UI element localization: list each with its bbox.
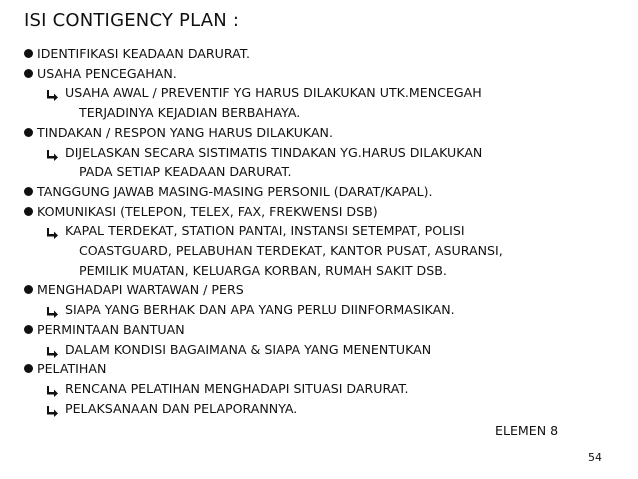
list-item-text: PERMINTAAN BANTUAN	[37, 321, 185, 337]
list-item	[22, 202, 622, 281]
sub-item-text-continued: PEMILIK MUATAN, KELUARGA KORBAN, RUMAH SAKIT DSB.	[79, 262, 447, 278]
down-right-arrow-icon	[47, 403, 59, 415]
list-item	[22, 123, 622, 182]
down-right-arrow-icon	[47, 344, 59, 356]
page-number: 54	[588, 451, 602, 464]
sub-item	[22, 340, 622, 360]
bullet-icon	[24, 325, 33, 334]
down-right-arrow-icon	[47, 304, 59, 316]
list-item	[22, 359, 622, 418]
down-right-arrow-icon	[47, 383, 59, 395]
sub-item-text: SIAPA YANG BERHAK DAN APA YANG PERLU DIINFORMASIKAN.	[65, 302, 455, 318]
sub-item-text: KAPAL TERDEKAT, STATION PANTAI, INSTANSI SETEMPAT, POLISI	[65, 223, 465, 239]
sub-item	[22, 143, 622, 182]
list-item-text: IDENTIFIKASI KEADAAN DARURAT.	[37, 46, 250, 61]
sub-item-text: USAHA AWAL / PREVENTIF YG HARUS DILAKUKAN UTK.MENCEGAH	[65, 85, 482, 101]
sub-item	[22, 300, 622, 320]
list-item-text: TINDAKAN / RESPON YANG HARUS DILAKUKAN.	[37, 124, 333, 140]
down-right-arrow-icon	[47, 225, 59, 237]
sub-item	[22, 83, 622, 122]
sub-item-text: DALAM KONDISI BAGAIMANA & SIAPA YANG MENENTUKAN	[65, 341, 432, 357]
list-item	[22, 64, 622, 123]
element-label: ELEMEN 8	[495, 423, 559, 438]
list-item-text: USAHA PENCEGAHAN.	[37, 65, 177, 81]
sub-item-text: RENCANA PELATIHAN MENGHADAPI SITUASI DARURAT.	[65, 380, 409, 396]
bullet-icon	[24, 187, 33, 196]
list-item	[22, 182, 622, 202]
list-item-text: TANGGUNG JAWAB MASING-MASING PERSONIL (DARAT/KAPAL).	[37, 183, 433, 199]
content-list	[22, 44, 622, 418]
list-item	[22, 280, 622, 319]
down-right-arrow-icon	[47, 87, 59, 99]
sub-item-text-continued: COASTGUARD, PELABUHAN TERDEKAT, KANTOR PUSAT, ASURANSI,	[79, 243, 503, 259]
list-item	[22, 320, 622, 359]
bullet-icon	[24, 207, 33, 216]
down-right-arrow-icon	[47, 147, 59, 159]
sub-item	[22, 221, 622, 280]
sub-item-text-continued: PADA SETIAP KEADAAN DARURAT.	[79, 164, 292, 180]
sub-item-text: PELAKSANAAN DAN PELAPORANNYA.	[65, 400, 298, 416]
bullet-icon	[24, 49, 33, 58]
list-item-text: MENGHADAPI WARTAWAN / PERS	[37, 282, 244, 298]
sub-item-text-continued: TERJADINYA KEJADIAN BERBAHAYA.	[79, 105, 301, 121]
list-item-text: KOMUNIKASI (TELEPON, TELEX, FAX, FREKWENSI DSB)	[37, 203, 378, 219]
bullet-icon	[24, 128, 33, 137]
sub-item	[22, 379, 622, 399]
bullet-icon	[24, 69, 33, 78]
slide-title: ISI CONTIGENCY PLAN :	[24, 10, 240, 31]
list-item	[22, 44, 622, 64]
sub-item	[22, 399, 622, 419]
sub-item-text: DIJELASKAN SECARA SISTIMATIS TINDAKAN YG.HARUS DILAKUKAN	[65, 144, 483, 160]
list-item-text: PELATIHAN	[37, 361, 107, 377]
